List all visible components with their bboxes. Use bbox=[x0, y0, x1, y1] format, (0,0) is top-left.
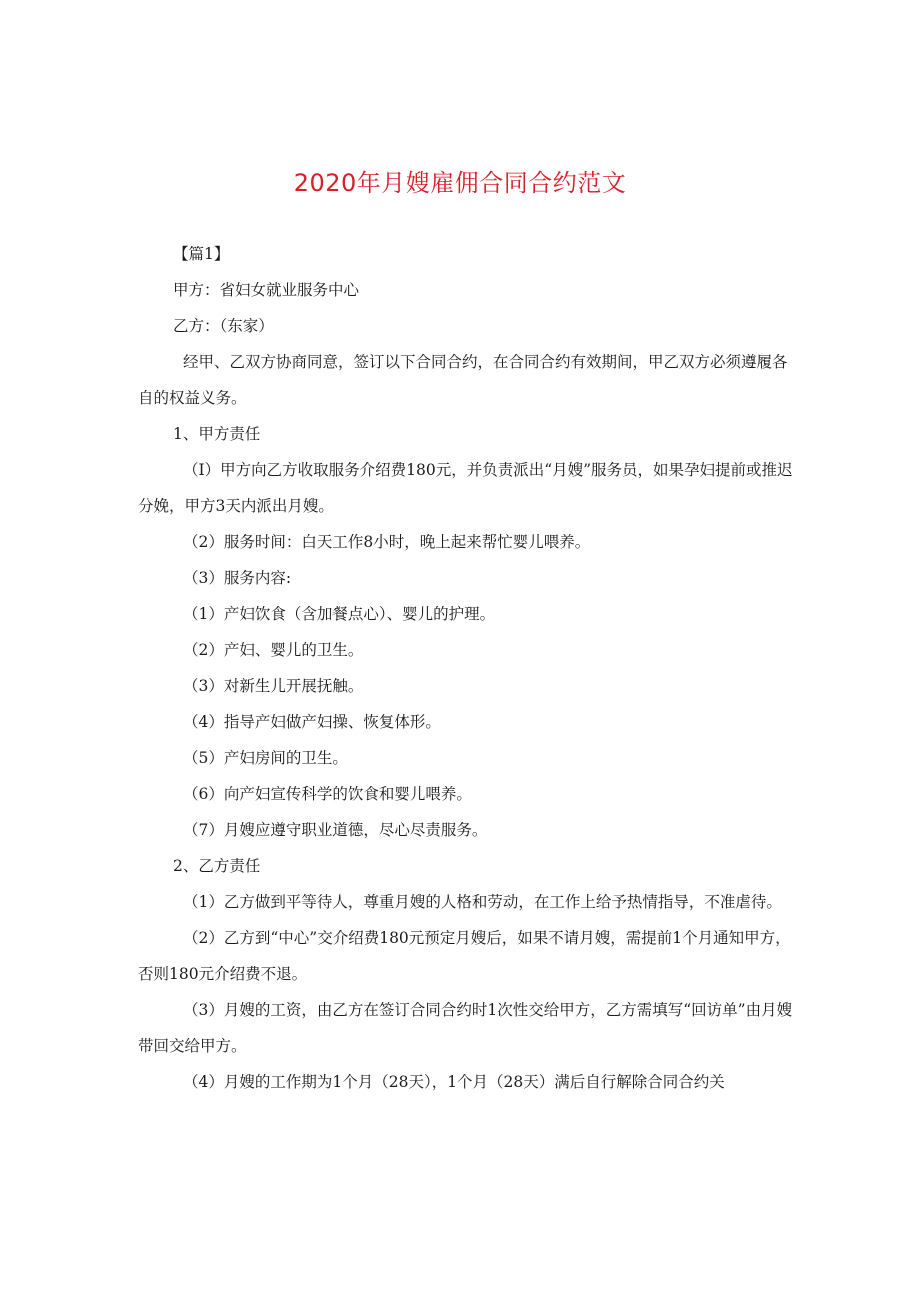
clause-paragraph: （4）月嫂的工作期为1个月（28天），1个月（28天）满后自行解除合同合约关 bbox=[183, 1073, 725, 1091]
party-b-line: 乙方：（东家） bbox=[173, 317, 274, 335]
heading-party-b-duties: 2、乙方责任 bbox=[173, 857, 261, 875]
clause-paragraph: （3）月嫂的工资，由乙方在签订合同合约时1次性交给甲方，乙方需填写“回访单”由月嫂带回交给甲方。 bbox=[138, 1001, 793, 1055]
list-item: （2）产妇、婴儿的卫生。 bbox=[183, 641, 364, 659]
clause-paragraph: （3）服务内容: bbox=[183, 569, 292, 587]
list-item: （6）向产妇宣传科学的饮食和婴儿喂养。 bbox=[183, 785, 472, 803]
intro-paragraph: 经甲、乙双方协商同意，签订以下合同合约，在合同合约有效期间，甲乙双方必须遵履各自的权益义务。 bbox=[138, 353, 788, 407]
list-item: （5）产妇房间的卫生。 bbox=[183, 749, 348, 767]
clause-paragraph: （I）甲方向乙方收取服务介绍费180元，并负责派出“月嫂”服务员，如果孕妇提前或推迟分娩，甲方3天内派出月嫂。 bbox=[138, 461, 793, 515]
list-item: （1）产妇饮食（含加餐点心）、婴儿的护理。 bbox=[183, 605, 496, 623]
document-body bbox=[138, 236, 798, 1100]
clause-paragraph: （1）乙方做到平等待人，尊重月嫂的人格和劳动，在工作上给予热情指导，不准虐待。 bbox=[183, 893, 782, 911]
heading-party-a-duties: 1、甲方责任 bbox=[173, 425, 261, 443]
document-title: 2020年月嫂雇佣合同合约范文 bbox=[293, 169, 627, 197]
section-label: 【篇1】 bbox=[173, 245, 230, 263]
list-item: （3）对新生儿开展抚触。 bbox=[183, 677, 364, 695]
party-a-line: 甲方：省妇女就业服务中心 bbox=[173, 281, 360, 299]
list-item: （7）月嫂应遵守职业道德，尽心尽责服务。 bbox=[183, 821, 488, 839]
clause-paragraph: （2）乙方到“中心”交介绍费180元预定月嫂后，如果不请月嫂，需提前1个月通知甲方，否则180元介绍费不退。 bbox=[138, 929, 791, 983]
list-item: （4）指导产妇做产妇操、恢复体形。 bbox=[183, 713, 441, 731]
clause-paragraph: （2）服务时间：白天工作8小时，晚上起来帮忙婴儿喂养。 bbox=[183, 533, 591, 551]
